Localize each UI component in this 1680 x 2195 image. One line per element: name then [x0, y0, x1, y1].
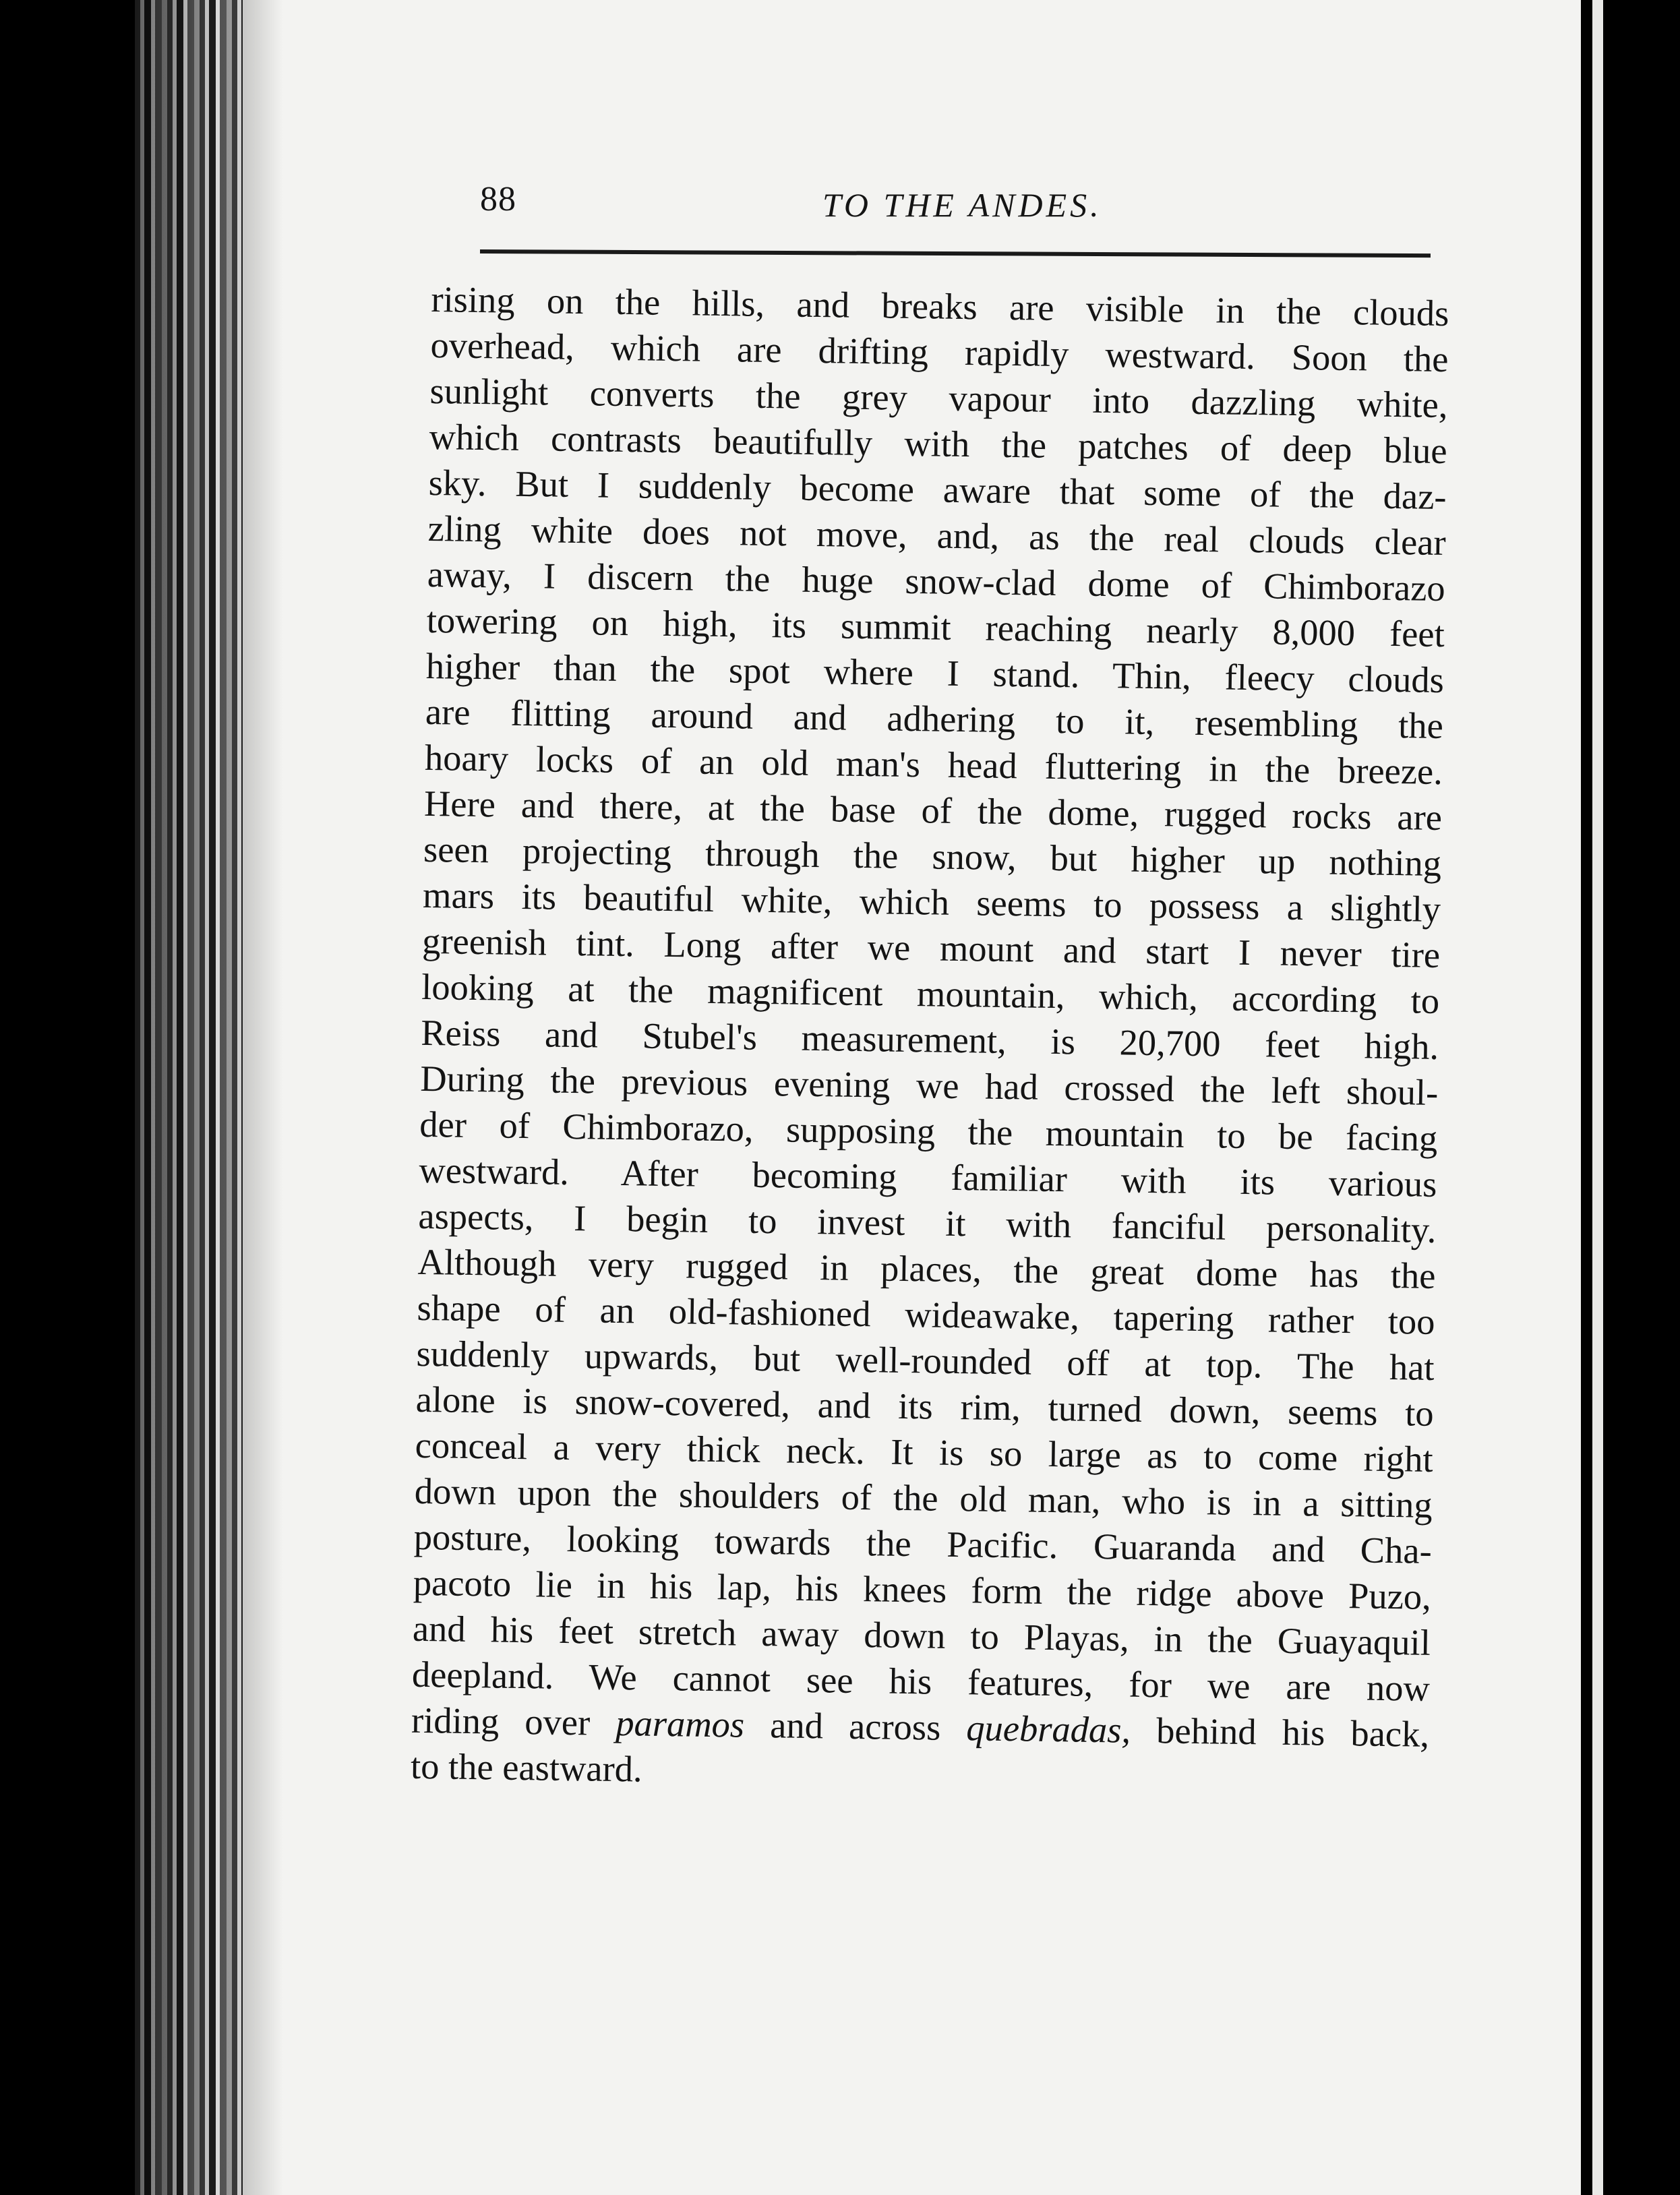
- text-line: which contrasts beautifully with the patches of deep blue: [429, 415, 1447, 472]
- text-line: sky. But I suddenly become aware that some of the daz-: [428, 461, 1447, 518]
- text-line: looking at the magnificent mountain, which, according to: [421, 965, 1440, 1021]
- scan-border-left: [0, 0, 135, 2195]
- text-line: seen projecting through the snow, but higher up nothing: [423, 828, 1442, 884]
- text-line: conceal a very thick neck. It is so large as to come right: [415, 1424, 1434, 1480]
- text-line: sunlight converts the grey vapour into dazzling white,: [429, 369, 1448, 426]
- text-line: and his feet stretch away down to Playas, in the Guayaquil: [412, 1607, 1431, 1663]
- italic-term-paramos: paramos: [615, 1702, 745, 1745]
- text-line: shape of an old-fashioned wideawake, tapering rather too: [417, 1286, 1435, 1342]
- text-line: down upon the shoulders of the old man, who is in a sitting: [414, 1470, 1433, 1526]
- gutter-shadow: [243, 0, 283, 2195]
- text-line: greenish tint. Long after we mount and start I never tire: [421, 920, 1441, 975]
- body-text: [411, 276, 1449, 1803]
- text-line: deepland. We cannot see his features, for we are now: [411, 1653, 1431, 1709]
- binding-shadow: [135, 0, 243, 2195]
- text-line: are flitting around and adhering to it, resembling the: [425, 690, 1444, 747]
- text-line: rising on the hills, and breaks are visible in the clouds: [431, 278, 1449, 334]
- text-line-final: to the eastward.: [410, 1745, 643, 1790]
- text-line: zling white does not move, and, as the real clouds clear: [427, 507, 1447, 564]
- text-line: westward. After becoming familiar with its various: [419, 1149, 1437, 1205]
- text-line: towering on high, its summit reaching nearly 8,000 feet: [426, 599, 1445, 655]
- text-line: pacoto lie in his lap, his knees form the ridge above Puzo,: [413, 1561, 1432, 1617]
- running-title: TO THE ANDES.: [822, 186, 1102, 224]
- text-run: behind his back,: [1130, 1709, 1430, 1755]
- text-line: away, I discern the huge snow-clad dome of Chimborazo: [427, 553, 1446, 609]
- text-line: mars its beautiful white, which seems to possess a slightly: [422, 874, 1441, 930]
- text-line: der of Chimborazo, supposing the mountain to be facing: [419, 1103, 1438, 1159]
- text-line: aspects, I begin to invest it with fanciful personality.: [418, 1195, 1437, 1251]
- italic-term-quebradas: quebradas,: [966, 1707, 1131, 1751]
- text-line: posture, looking towards the Pacific. Guaranda and Cha-: [413, 1515, 1433, 1571]
- text-run: riding over: [411, 1699, 616, 1744]
- text-run: and across: [744, 1704, 967, 1749]
- page-number: 88: [480, 180, 516, 218]
- text-line: suddenly upwards, but well-rounded off at top. The hat: [416, 1332, 1435, 1388]
- text-line: Although very rugged in places, the great dome has the: [417, 1240, 1436, 1296]
- text-line: Reiss and Stubel's measurement, is 20,700 feet high.: [420, 1011, 1439, 1067]
- text-line: hoary locks of an old man's head fluttering in the breeze.: [424, 736, 1443, 793]
- text-line: overhead, which are drifting rapidly westward. Soon the: [430, 324, 1449, 380]
- text-line: Here and there, at the base of the dome, rugged rocks are: [423, 782, 1443, 839]
- text-line: During the previous evening we had crossed the left shoul-: [419, 1057, 1439, 1113]
- text-line: alone is snow-covered, and its rim, turned down, seems to: [415, 1378, 1435, 1434]
- text-line: higher than the spot where I stand. Thin, fleecy clouds: [425, 644, 1445, 701]
- next-page-edge: [1592, 0, 1603, 2195]
